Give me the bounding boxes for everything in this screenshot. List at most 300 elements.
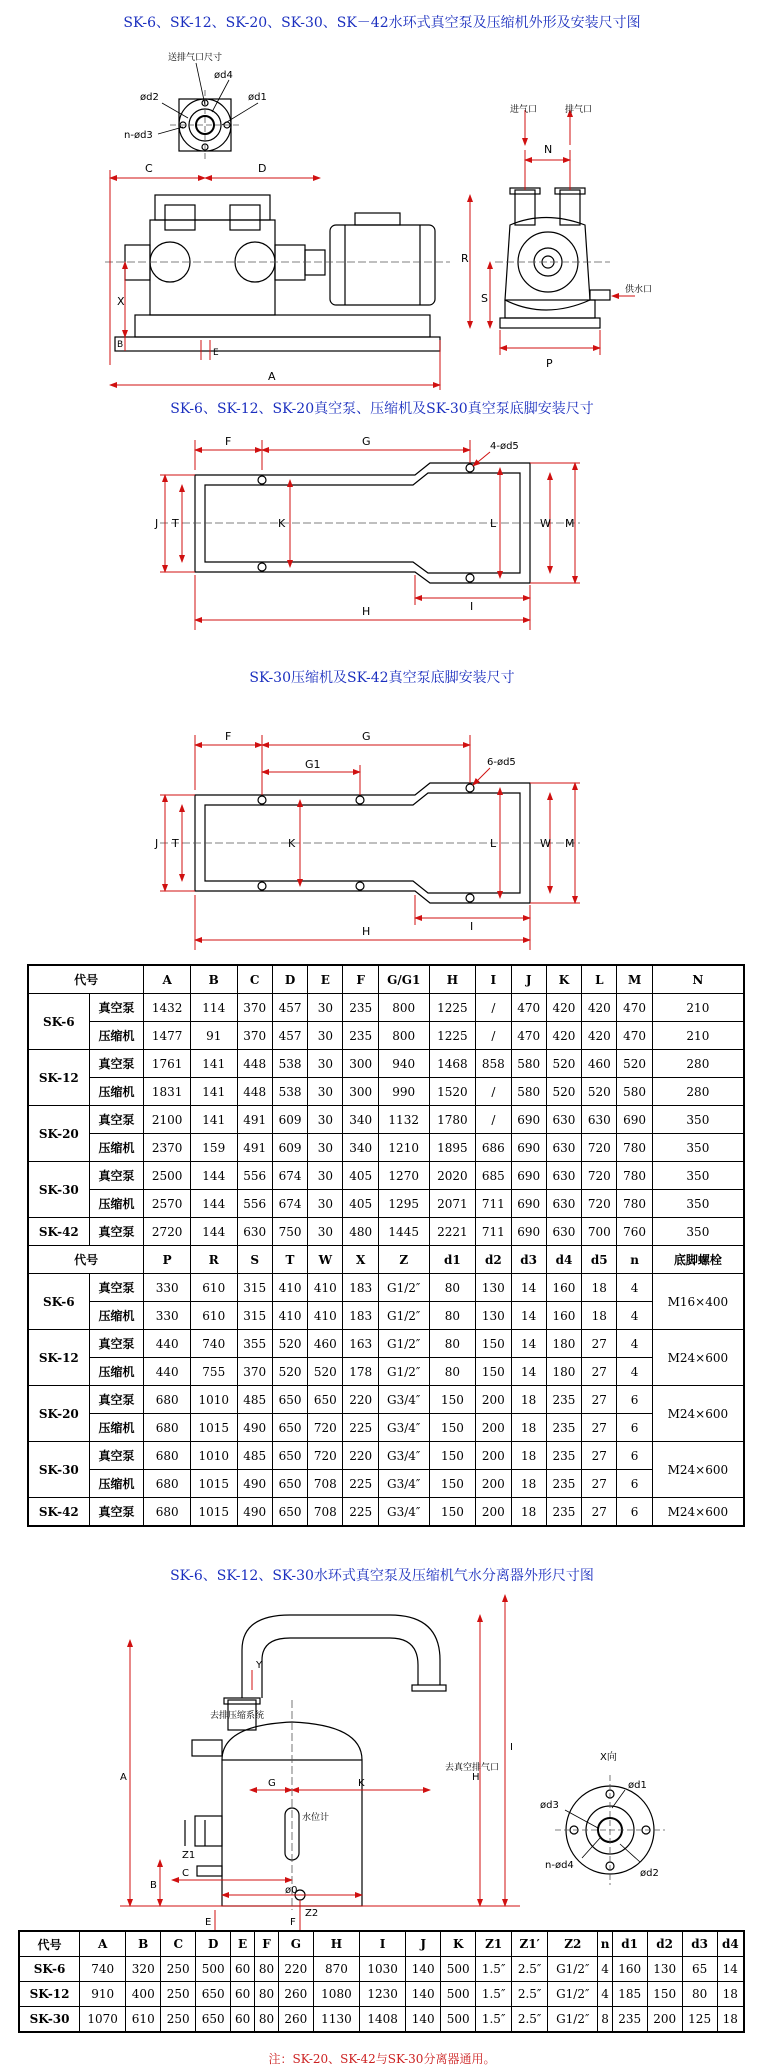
table-cell: 150 xyxy=(647,1982,682,2007)
footnote: 注：SK-20、SK-42与SK-30分离器通用。 xyxy=(268,2052,496,2066)
table-cell: 140 xyxy=(406,1982,441,2007)
holes-label: 4-ød5 xyxy=(490,441,519,452)
dim-F: F xyxy=(225,435,232,448)
dim-E: E xyxy=(205,1917,212,1928)
table-cell: 410 xyxy=(272,1274,307,1302)
dim-D: D xyxy=(258,162,267,175)
header-cell: K xyxy=(441,1931,476,1957)
table-cell: 18 xyxy=(717,2007,744,2033)
dim-N: N xyxy=(544,143,553,156)
table-cell: 压缩机 xyxy=(89,1134,144,1162)
table-cell: 940 xyxy=(378,1050,429,1078)
exhaust-flange-label: 送排气口尺寸 xyxy=(168,53,223,63)
table-cell: 6 xyxy=(617,1414,652,1442)
header-cell: n xyxy=(598,1931,612,1957)
table-cell: G1/2″ xyxy=(378,1274,429,1302)
table-row xyxy=(28,1022,744,1050)
dim-C: C xyxy=(145,162,153,175)
table-cell: 真空泵 xyxy=(89,1498,144,1527)
table-cell: 18 xyxy=(511,1386,546,1414)
table-cell: 780 xyxy=(617,1162,652,1190)
table-cell: 755 xyxy=(190,1358,237,1386)
table-cell: 300 xyxy=(343,1050,378,1078)
dim-R: R xyxy=(461,252,469,265)
table-row xyxy=(28,1274,744,1302)
table-cell: 708 xyxy=(308,1498,343,1527)
fig3-base-frame xyxy=(160,783,580,903)
table-cell: M24×600 xyxy=(652,1386,744,1442)
table-cell: G3/4″ xyxy=(378,1470,429,1498)
label-d1: ød1 xyxy=(628,1780,647,1791)
table-cell: 真空泵 xyxy=(89,1106,144,1134)
dim-F: F xyxy=(290,1917,296,1928)
table-cell: 80 xyxy=(255,2007,279,2033)
table-cell: 1761 xyxy=(144,1050,191,1078)
table-cell: M16×400 xyxy=(652,1274,744,1330)
header-cell: H xyxy=(429,965,476,994)
table-cell: 18 xyxy=(582,1302,617,1330)
table-cell: 680 xyxy=(144,1414,191,1442)
table-cell: SK-30 xyxy=(19,2007,80,2033)
table-cell: 355 xyxy=(237,1330,272,1358)
table-cell: 580 xyxy=(511,1078,546,1106)
table-cell: 140 xyxy=(406,2007,441,2033)
table-cell: 1132 xyxy=(378,1106,429,1134)
table-cell: G3/4″ xyxy=(378,1498,429,1527)
table-cell: 27 xyxy=(582,1386,617,1414)
table-cell: 4 xyxy=(617,1358,652,1386)
table-cell: 780 xyxy=(617,1134,652,1162)
fig1-pump-side-view xyxy=(105,90,450,351)
table-cell: 1895 xyxy=(429,1134,476,1162)
table-cell: 压缩机 xyxy=(89,1358,144,1386)
table-cell: 163 xyxy=(343,1330,378,1358)
table-cell: 18 xyxy=(717,1982,744,2007)
table-row xyxy=(28,1414,744,1442)
table-cell: 2370 xyxy=(144,1134,191,1162)
table-cell: 690 xyxy=(511,1106,546,1134)
header-cell: W xyxy=(308,1246,343,1274)
to-compress-label: 去排压缩系统 xyxy=(210,1711,265,1721)
table-cell: 690 xyxy=(511,1218,546,1246)
table-cell: 490 xyxy=(237,1498,272,1527)
table-cell: 4 xyxy=(617,1274,652,1302)
table-cell: 685 xyxy=(476,1162,511,1190)
table-cell: 711 xyxy=(476,1190,511,1218)
table-cell: 141 xyxy=(190,1106,237,1134)
table-cell: 680 xyxy=(144,1442,191,1470)
header-cell: d1 xyxy=(612,1931,647,1957)
separator-dimension-table xyxy=(18,1930,745,2033)
table-cell: 260 xyxy=(278,1982,313,2007)
table-cell: 140 xyxy=(406,1957,441,1982)
table-cell: 178 xyxy=(343,1358,378,1386)
table-cell: 410 xyxy=(272,1302,307,1330)
table-cell: 460 xyxy=(308,1330,343,1358)
table-cell: 27 xyxy=(582,1414,617,1442)
table-cell: 720 xyxy=(582,1134,617,1162)
table-cell: 470 xyxy=(511,1022,546,1050)
dim-A: A xyxy=(120,1772,127,1783)
header-cell: D xyxy=(196,1931,231,1957)
table-cell: G3/4″ xyxy=(378,1442,429,1470)
table-cell: 1408 xyxy=(360,2007,406,2033)
table-cell: 520 xyxy=(272,1330,307,1358)
table-cell: 压缩机 xyxy=(89,1078,144,1106)
table-cell: 2500 xyxy=(144,1162,191,1190)
table-cell: 1.5″ xyxy=(476,2007,512,2033)
table-row xyxy=(28,1302,744,1330)
table-cell: 150 xyxy=(429,1414,476,1442)
table-cell: 225 xyxy=(343,1414,378,1442)
table-cell: 491 xyxy=(237,1134,272,1162)
inlet-label: 进气口 xyxy=(510,105,538,115)
header-cell: B xyxy=(190,965,237,994)
table-cell: SK-20 xyxy=(28,1106,89,1162)
table-cell: 690 xyxy=(511,1162,546,1190)
table-cell: 500 xyxy=(441,1957,476,1982)
table-cell: 400 xyxy=(126,1982,161,2007)
header-cell: I xyxy=(360,1931,406,1957)
dim-H: H xyxy=(362,925,371,938)
table-cell: 4 xyxy=(617,1302,652,1330)
table-cell: 680 xyxy=(144,1498,191,1527)
table-cell: 1225 xyxy=(429,1022,476,1050)
header-cell: G xyxy=(278,1931,313,1957)
dim-I: I xyxy=(510,1742,513,1753)
header-cell: d2 xyxy=(476,1246,511,1274)
table-row xyxy=(28,994,744,1022)
table-cell: 680 xyxy=(144,1386,191,1414)
table-cell: 500 xyxy=(441,2007,476,2033)
table-cell: 470 xyxy=(617,1022,652,1050)
table-cell: 260 xyxy=(278,2007,313,2033)
table-cell: SK-12 xyxy=(28,1330,89,1386)
table-cell: 740 xyxy=(190,1330,237,1358)
table-cell: 30 xyxy=(308,1050,343,1078)
label-Y: Y xyxy=(256,1660,263,1671)
header-cell: B xyxy=(126,1931,161,1957)
table-cell: 144 xyxy=(190,1190,237,1218)
table-row xyxy=(28,1106,744,1134)
table-cell: 1230 xyxy=(360,1982,406,2007)
dim-K: K xyxy=(288,837,296,850)
table-cell: 4 xyxy=(598,1982,612,2007)
dim-L: L xyxy=(490,517,497,530)
header-cell: d1 xyxy=(429,1246,476,1274)
table-cell: 370 xyxy=(237,994,272,1022)
table-cell: 457 xyxy=(272,994,307,1022)
table-cell: 650 xyxy=(272,1386,307,1414)
table-cell: 630 xyxy=(546,1162,581,1190)
dim-B: B xyxy=(150,1880,157,1891)
table-cell: 370 xyxy=(237,1022,272,1050)
table-cell: 200 xyxy=(476,1386,511,1414)
table-cell: 720 xyxy=(308,1442,343,1470)
table-cell: 159 xyxy=(190,1134,237,1162)
fig2-base-frame xyxy=(160,463,580,583)
table-header-row xyxy=(28,965,744,994)
header-cell: K xyxy=(546,965,581,994)
table-cell: 500 xyxy=(196,1957,231,1982)
table-cell: 60 xyxy=(231,2007,255,2033)
table-cell: 708 xyxy=(308,1470,343,1498)
table-cell: 30 xyxy=(308,1022,343,1050)
table-cell: 1520 xyxy=(429,1078,476,1106)
table-cell: 1831 xyxy=(144,1078,191,1106)
table-cell: 220 xyxy=(343,1386,378,1414)
label-Z2: Z2 xyxy=(305,1908,319,1919)
dim-F: F xyxy=(225,730,232,743)
table-cell: 185 xyxy=(612,1982,647,2007)
table-cell: 真空泵 xyxy=(89,1218,144,1246)
table-cell: G1/2″ xyxy=(378,1302,429,1330)
header-cell: J xyxy=(406,1931,441,1957)
table-cell: 2.5″ xyxy=(512,2007,548,2033)
dim-G: G xyxy=(362,730,371,743)
table-cell: 650 xyxy=(272,1414,307,1442)
table-cell: 760 xyxy=(617,1218,652,1246)
header-cell: T xyxy=(272,1246,307,1274)
dim-G1: G1 xyxy=(305,758,321,771)
table-cell: 80 xyxy=(682,1982,717,2007)
table-cell: 235 xyxy=(612,2007,647,2033)
table-cell: 真空泵 xyxy=(89,1386,144,1414)
table-cell: 1477 xyxy=(144,1022,191,1050)
table-cell: 200 xyxy=(476,1442,511,1470)
table-cell: 1015 xyxy=(190,1470,237,1498)
label-d2: ød2 xyxy=(140,92,159,103)
table-cell: 2.5″ xyxy=(512,1957,548,1982)
fig3-labels xyxy=(154,730,575,938)
table-cell: 520 xyxy=(308,1358,343,1386)
table-cell: 315 xyxy=(237,1274,272,1302)
fig4-labels xyxy=(120,1660,513,1928)
table-cell: 448 xyxy=(237,1078,272,1106)
header-cell: 底脚螺栓 xyxy=(652,1246,744,1274)
water-inlet-label: 供水口 xyxy=(625,285,653,295)
table-cell: 460 xyxy=(582,1050,617,1078)
table-cell: 真空泵 xyxy=(89,1050,144,1078)
table-cell: SK-6 xyxy=(28,994,89,1050)
table-cell: 440 xyxy=(144,1330,191,1358)
label-d3: n-ød3 xyxy=(124,130,153,141)
header-cell: F xyxy=(255,1931,279,1957)
table-cell: 225 xyxy=(343,1470,378,1498)
main-title: SK-6、SK-12、SK-20、SK-30、SK－42水环式真空泵及压缩机外形及安装尺寸图 xyxy=(123,15,641,31)
table-cell: 6 xyxy=(617,1470,652,1498)
table-cell: 235 xyxy=(546,1470,581,1498)
table-cell: 80 xyxy=(255,1982,279,2007)
table-cell: 235 xyxy=(343,994,378,1022)
table-cell: 30 xyxy=(308,1162,343,1190)
table-cell: 315 xyxy=(237,1302,272,1330)
fig2-dimensions xyxy=(160,440,580,630)
header-cell: d4 xyxy=(546,1246,581,1274)
table-cell: 160 xyxy=(612,1957,647,1982)
table-cell: 真空泵 xyxy=(89,1330,144,1358)
table-cell: M24×600 xyxy=(652,1330,744,1386)
table-cell: 556 xyxy=(237,1162,272,1190)
header-cell: E xyxy=(231,1931,255,1957)
table-cell: 2020 xyxy=(429,1162,476,1190)
table-cell: 470 xyxy=(511,994,546,1022)
table-cell: 780 xyxy=(617,1190,652,1218)
dim-I: I xyxy=(470,920,474,933)
base1-title: SK-6、SK-12、SK-20真空泵、压缩机及SK-30真空泵底脚安装尺寸 xyxy=(170,401,594,417)
fig4-separator xyxy=(185,1615,446,1910)
table-cell: 610 xyxy=(190,1302,237,1330)
table-cell: 340 xyxy=(343,1134,378,1162)
header-cell: E xyxy=(308,965,343,994)
table-cell: 125 xyxy=(682,2007,717,2033)
table-cell: 630 xyxy=(546,1190,581,1218)
table-cell: 130 xyxy=(647,1957,682,1982)
table-cell: 520 xyxy=(582,1078,617,1106)
table-cell: 910 xyxy=(80,1982,126,2007)
xview-label: X向 xyxy=(600,1752,617,1763)
table-cell: 520 xyxy=(546,1078,581,1106)
table-cell: 340 xyxy=(343,1106,378,1134)
table-cell: 250 xyxy=(161,1982,196,2007)
table-cell: 4 xyxy=(598,1957,612,1982)
fig3-dimensions xyxy=(160,735,580,950)
table-cell: 650 xyxy=(272,1498,307,1527)
table-cell: 700 xyxy=(582,1218,617,1246)
label-d4: ød4 xyxy=(214,70,233,81)
table-cell: SK-30 xyxy=(28,1442,89,1498)
level-label: 水位计 xyxy=(302,1813,330,1823)
table-cell: SK-20 xyxy=(28,1386,89,1442)
table-cell: 250 xyxy=(161,1957,196,1982)
header-cell: d3 xyxy=(682,1931,717,1957)
table-cell: 1780 xyxy=(429,1106,476,1134)
label-D: ø0 xyxy=(285,1885,298,1896)
header-cell: D xyxy=(272,965,307,994)
table-cell: 720 xyxy=(582,1190,617,1218)
table-cell: 420 xyxy=(546,1022,581,1050)
table-cell: 80 xyxy=(429,1358,476,1386)
table-cell: 500 xyxy=(441,1982,476,2007)
table-cell: SK-42 xyxy=(28,1218,89,1246)
table-cell: 65 xyxy=(682,1957,717,1982)
table-cell: 870 xyxy=(313,1957,359,1982)
table-cell: 520 xyxy=(617,1050,652,1078)
dim-W: W xyxy=(540,837,551,850)
table-cell: 235 xyxy=(343,1022,378,1050)
table-cell: 4 xyxy=(617,1330,652,1358)
header-cell: X xyxy=(343,1246,378,1274)
table-cell: 18 xyxy=(582,1274,617,1302)
header-cell: L xyxy=(582,965,617,994)
header-cell: J xyxy=(511,965,546,994)
dim-A: A xyxy=(268,370,276,383)
dim-L: L xyxy=(490,837,497,850)
table-cell: 150 xyxy=(476,1330,511,1358)
table-cell: 690 xyxy=(511,1190,546,1218)
table-cell: / xyxy=(476,994,511,1022)
table-cell: 650 xyxy=(196,2007,231,2033)
table-cell: 1070 xyxy=(80,2007,126,2033)
table-cell: 27 xyxy=(582,1358,617,1386)
table-cell: 27 xyxy=(582,1498,617,1527)
table-cell: 8 xyxy=(598,2007,612,2033)
fig1-end-view xyxy=(495,188,610,328)
table-cell: 30 xyxy=(308,994,343,1022)
table-cell: 1.5″ xyxy=(476,1982,512,2007)
table-cell: 580 xyxy=(511,1050,546,1078)
table-cell: 6 xyxy=(617,1386,652,1414)
table-cell: 1130 xyxy=(313,2007,359,2033)
table-cell: 210 xyxy=(652,994,744,1022)
table-cell: 真空泵 xyxy=(89,994,144,1022)
table-cell: 1432 xyxy=(144,994,191,1022)
table-cell: 18 xyxy=(511,1442,546,1470)
table-cell: 1010 xyxy=(190,1442,237,1470)
table-cell: 711 xyxy=(476,1218,511,1246)
table-cell: 370 xyxy=(237,1358,272,1386)
header-cell: 代号 xyxy=(28,1246,144,1274)
header-cell: d2 xyxy=(647,1931,682,1957)
header-cell: G/G1 xyxy=(378,965,429,994)
table-cell: 144 xyxy=(190,1218,237,1246)
header-cell: F xyxy=(343,965,378,994)
label-Z1: Z1 xyxy=(182,1850,196,1861)
table-cell: 144 xyxy=(190,1162,237,1190)
table-cell: 14 xyxy=(511,1358,546,1386)
table-row xyxy=(28,1442,744,1470)
table-cell: 30 xyxy=(308,1106,343,1134)
table-cell: 1015 xyxy=(190,1414,237,1442)
table-row xyxy=(28,1190,744,1218)
table-cell: G1/2″ xyxy=(548,1957,598,1982)
to-exhaust-label: 去真空排气口 xyxy=(445,1763,500,1773)
table-cell: 200 xyxy=(476,1498,511,1527)
table-cell: 650 xyxy=(308,1386,343,1414)
table-cell: 470 xyxy=(617,994,652,1022)
dim-X: X xyxy=(117,295,125,308)
table-cell: G3/4″ xyxy=(378,1414,429,1442)
table-cell: 280 xyxy=(652,1050,744,1078)
table-cell: 480 xyxy=(343,1218,378,1246)
dim-G: G xyxy=(362,435,371,448)
table-cell: 130 xyxy=(476,1274,511,1302)
table-cell: 330 xyxy=(144,1274,191,1302)
table-row xyxy=(28,1498,744,1527)
table-cell: 674 xyxy=(272,1190,307,1218)
dim-K: K xyxy=(358,1778,365,1789)
table-cell: 200 xyxy=(647,2007,682,2033)
table-cell: 225 xyxy=(343,1498,378,1527)
table-cell: G1/2″ xyxy=(378,1358,429,1386)
table-cell: 30 xyxy=(308,1078,343,1106)
table-cell: 150 xyxy=(429,1498,476,1527)
table-cell: / xyxy=(476,1106,511,1134)
table-cell: 990 xyxy=(378,1078,429,1106)
table-cell: 18 xyxy=(511,1498,546,1527)
table-cell: 2.5″ xyxy=(512,1982,548,2007)
table-cell: 420 xyxy=(582,1022,617,1050)
table-cell: 350 xyxy=(652,1106,744,1134)
table-cell: 220 xyxy=(343,1442,378,1470)
table-cell: 80 xyxy=(429,1274,476,1302)
table-cell: 235 xyxy=(546,1386,581,1414)
header-cell: Z2 xyxy=(548,1931,598,1957)
table-cell: SK-6 xyxy=(19,1957,80,1982)
dim-J: J xyxy=(155,837,159,850)
header-cell: M xyxy=(617,965,652,994)
dim-K: K xyxy=(278,517,286,530)
